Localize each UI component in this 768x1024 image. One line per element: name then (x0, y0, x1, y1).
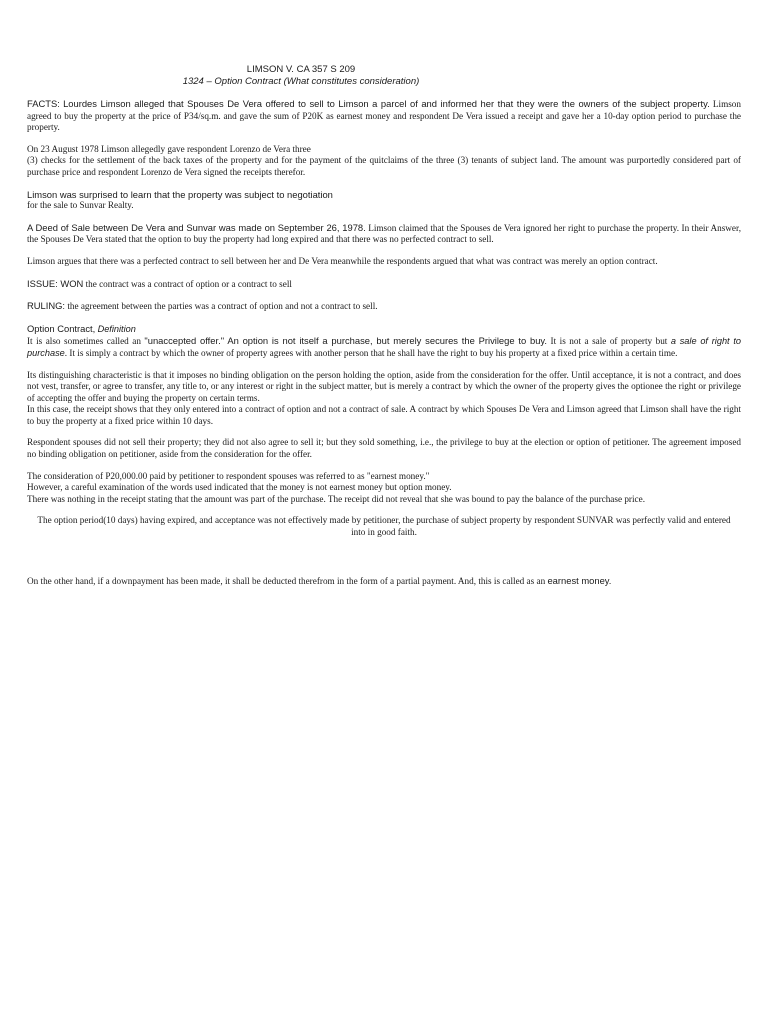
case-title: LIMSON V. CA 357 S 209 (246, 64, 356, 75)
issue-paragraph (27, 278, 741, 291)
consideration-line-1: The consideration of P20,000.00 paid by petitioner to respondent spouses was referred to as "earnest money." (27, 470, 430, 481)
facts-lead: Lourdes Limson alleged that Spouses De Vera offered to sell to Limson a parcel of and informed her that they were the owners of the subject property. (63, 98, 710, 109)
consideration-line-2: However, a careful examination of the words used indicated that the money is not earnest money but option money. (27, 482, 452, 493)
checks-paragraph (27, 144, 741, 179)
downpayment-body: On the other hand, if a downpayment has been made, it shall be deducted therefrom in the form of a partial payment. And, this is called as an (27, 575, 546, 586)
option-heading: Option Contract, (27, 322, 96, 334)
downpayment-paragraph (27, 575, 741, 588)
case-subtitle: 1324 – Option Contract (What constitutes consideration) (182, 76, 420, 87)
consideration-paragraph (27, 471, 741, 506)
checks-line-2: (3) checks for the settlement of the back taxes of the property and for the payment of the quitclaims of the three (3) tenants of subject land. The amount was purportedly considered part of purchase price and respondent Lorenzo de Vera signed the receipts therefor. (27, 155, 741, 177)
option-italic: a sale of right to purchase (27, 336, 742, 358)
option-heading-italic: Definition (97, 323, 136, 334)
respondent-paragraph: Respondent spouses did not sell their property; they did not also agree to sell it; but they sold something, i.e., the privilege to buy at the election or option of petitioner. The agreement imposed no binding obligation on petitioner, aside from the consideration for the offer. (27, 437, 741, 460)
option-rest: . It is simply a contract by which the owner of property agrees with another person that he shall have the right to buy his property at a fixed price within a certain time. (64, 347, 678, 358)
option-lead-1: It is also sometimes called an (27, 336, 141, 347)
expired-paragraph: The option period(10 days) having expired, and acceptance was not effectively made by petitioner, the purchase of subject property by respondent SUNVAR was perfectly valid and entered into in good faith. (37, 515, 731, 538)
document-page (27, 64, 741, 587)
deed-lead: A Deed of Sale between De Vera and Sunvar was made on September 26, 1978. (27, 221, 366, 233)
downpayment-tail: earnest money. (547, 574, 612, 586)
deed-paragraph (27, 222, 741, 246)
facts-paragraph (27, 98, 741, 134)
ruling-body: the agreement between the parties was a contract of option and not a contract to sell. (67, 301, 378, 312)
option-definition-paragraph (27, 323, 741, 360)
argues-paragraph: Limson argues that there was a perfected contract to sell between her and De Vera meanwhile the respondents argued that what was contract was merely an option contract. (27, 255, 658, 266)
in-this-case-paragraph: In this case, the receipt shows that they only entered into a contract of option and not a contract of sale. A contract by which Spouses De Vera and Limson agreed that Limson shall have the right to buy the property at a fixed price within 10 days. (27, 404, 741, 426)
option-mid: It is not a sale of property but (550, 336, 668, 347)
checks-line-1: On 23 August 1978 Limson allegedly gave respondent Lorenzo de Vera three (27, 143, 311, 154)
ruling-label: RULING: (27, 300, 66, 312)
facts-label: FACTS: (27, 98, 60, 109)
facts-body: Limson agreed to buy the property at the price of P34/sq.m. and gave the sum of P20K as earnest money and respondent De Vera issued a receipt and gave her a 10-day option period to purchase the property. (27, 99, 741, 133)
option-lead-2: "unaccepted offer." An option is not itself a purchase, but merely secures the Privilege to buy. (144, 335, 548, 347)
case-header (131, 64, 471, 88)
distinguishing-paragraph: Its distinguishing characteristic is that it imposes no binding obligation on the person holding the option, aside from the consideration for the offer. Until acceptance, it is not a contract, and does not vest, transfer, or agree to transfer, any title to, or any interest or right in the subject matter, but is merely a contract by which the owner of the property gives the optionee the right or privilege of accepting the offer and buying the property on certain terms. (27, 369, 741, 403)
surprise-lead: Limson was surprised to learn that the property was subject to negotiation (27, 188, 333, 200)
option-heading-line (27, 323, 741, 336)
consideration-line-3: There was nothing in the receipt stating that the amount was part of the purchase. The receipt did not reveal that she was bound to pay the balance of the purchase price. (27, 493, 645, 504)
ruling-paragraph (27, 300, 741, 313)
surprise-body: for the sale to Sunvar Realty. (27, 200, 134, 211)
surprise-paragraph (27, 189, 741, 212)
deed-body: Limson claimed that the Spouses de Vera ignored her right to purchase the property. In their Answer, the Spouses De Vera stated that the option to buy the property had long expired and that there was no perfected contract to sell. (27, 222, 741, 245)
issue-label: ISSUE: WON (27, 277, 84, 289)
issue-body: the contract was a contract of option or a contract to sell (85, 278, 292, 289)
